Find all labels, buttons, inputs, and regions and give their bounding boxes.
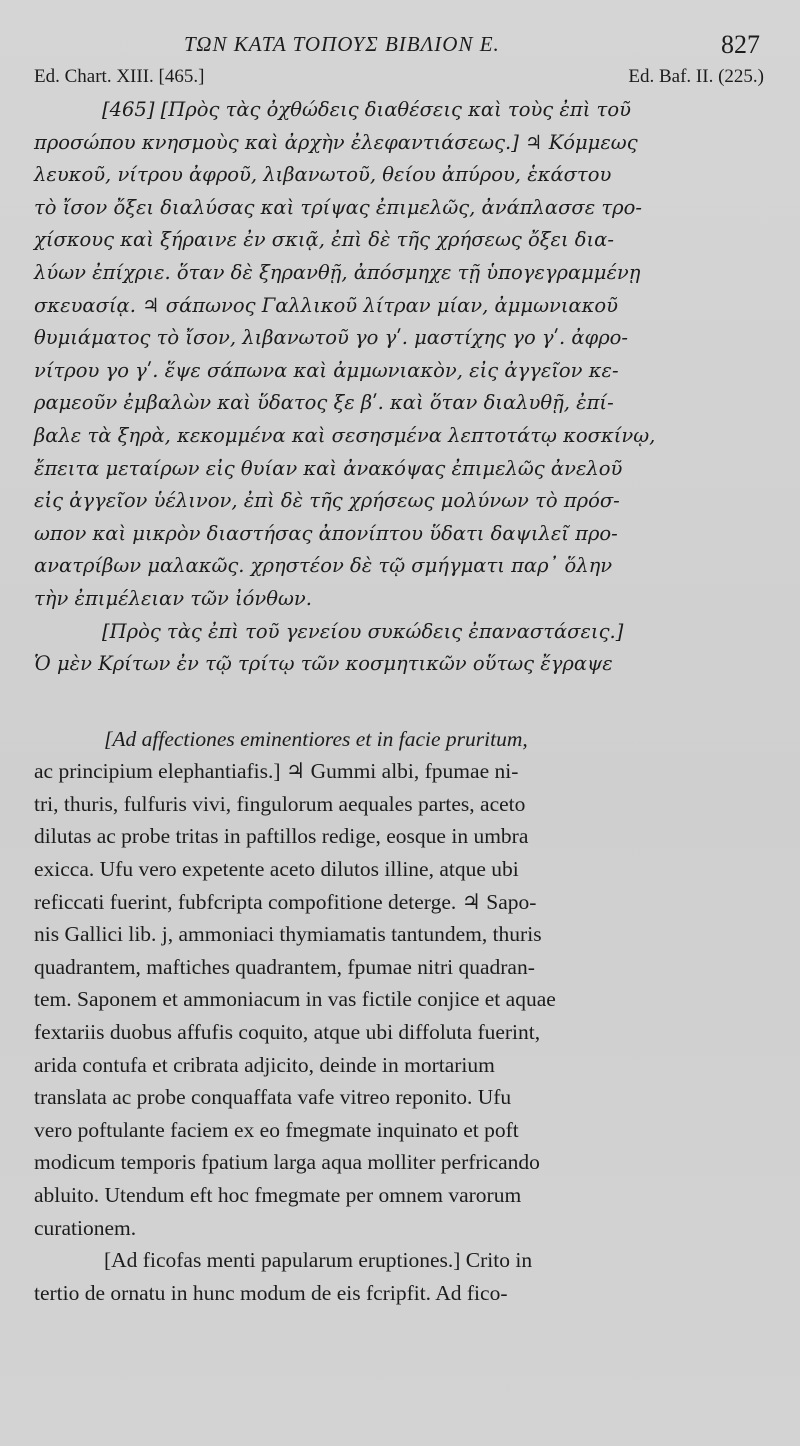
latin-line: reficcati fuerint, fubfcripta compofitione deterge. ♃ Sapo- (34, 889, 537, 914)
greek-line: τὸ ἴσον ὄξει διαλύσας καὶ τρίψας ἐπιμελῶς, ἀνάπλασσε τρο- (34, 195, 642, 219)
latin-line: nis Gallici lib. j, ammoniaci thymiamatis tantundem, thuris (34, 922, 542, 947)
latin-line: tem. Saponem et ammoniacum in vas fictile conjice et aquae (34, 987, 556, 1012)
latin-line: arida contufa et cribrata adjicito, deinde in mortarium (34, 1052, 495, 1077)
latin-line: [Ad affectiones eminentiores et in facie pruritum, (104, 726, 528, 751)
greek-line: ανατρίβων μαλακῶς. χρηστέον δὲ τῷ σμήγματι παρ᾽ ὅλην (34, 554, 613, 578)
latin-line: tri, thuris, fulfuris vivi, fingulorum aequales partes, aceto (34, 791, 526, 816)
latin-line: [Ad ficofas menti papularum eruptiones.] Crito in (104, 1248, 533, 1273)
edition-right: Ed. Baf. II. (225.) (628, 66, 764, 87)
greek-line: λευκοῦ, νίτρου ἀφροῦ, λιβανωτοῦ, θείου ἀπύρου, ἑκάστου (34, 163, 612, 187)
greek-text-block (34, 94, 764, 681)
latin-line: ac principium elephantiafis.] ♃ Gummi albi, fpumae ni- (34, 759, 519, 784)
edition-references (34, 66, 764, 94)
latin-line: translata ac probe conquaffata vafe vitreo reponito. Ufu (34, 1085, 512, 1110)
latin-line: abluito. Utendum eft hoc fmegmate per omnem varorum (34, 1183, 522, 1207)
latin-line: dilutas ac probe tritas in paftillos redige, eosque in umbra (34, 824, 529, 849)
greek-line: λύων ἐπίχριε. ὅταν δὲ ξηρανθῇ, ἀπόσμηχε τῇ ὑπογεγραμμένῃ (34, 260, 641, 284)
greek-line: τὴν ἐπιμέλειαν τῶν ἰόνθων. (34, 586, 312, 610)
running-head (34, 28, 764, 62)
edition-left: Ed. Chart. XIII. [465.] (34, 66, 205, 87)
greek-line: ραμεοῦν ἐμβαλὼν καὶ ὕδατος ξε βʹ. καὶ ὅταν διαλυθῇ, ἐπί- (34, 391, 614, 415)
greek-line: σκευασίᾳ. ♃ σάπωνος Γαλλικοῦ λίτραν μίαν, ἀμμωνιακοῦ (34, 293, 619, 317)
greek-line: νίτρου γο γʹ. ἕψε σάπωνα καὶ ἀμμωνιακὸν, εἰς ἀγγεῖον κε- (34, 358, 619, 382)
latin-line: fextariis duobus affufis coquito, atque ubi diffoluta fuerint, (34, 1020, 541, 1045)
greek-line: βαλε τὰ ξηρὰ, κεκομμένα καὶ σεσησμένα λεπτοτάτῳ κοσκίνῳ, (34, 423, 656, 447)
greek-line: χίσκους καὶ ξήραινε ἐν σκιᾷ, ἐπὶ δὲ τῆς χρήσεως ὄξει δια- (34, 228, 614, 252)
greek-line: Ὁ μὲν Κρίτων ἐν τῷ τρίτῳ τῶν κοσμητικῶν οὕτως ἔγραψε (34, 652, 613, 676)
latin-line: curationem. (34, 1215, 137, 1240)
latin-line: quadrantem, maftiches quadrantem, fpumae nitri quadran- (34, 954, 535, 979)
greek-line: ωπον καὶ μικρὸν διαστήσας ἀπονίπτου ὕδατι δαψιλεῖ προ- (34, 521, 618, 545)
latin-line: vero poftulante faciem ex eo fmegmate inquinato et poft (34, 1117, 519, 1142)
latin-line: exicca. Ufu vero expetente aceto dilutos illine, atque ubi (34, 857, 519, 882)
latin-line: modicum temporis fpatium larga aqua molliter perfricando (34, 1150, 540, 1175)
greek-line: προσώπου κνησμοὺς καὶ ἀρχὴν ἐλεφαντιάσεως.] ♃ Κόμμεως (34, 130, 638, 154)
greek-line: θυμιάματος τὸ ἴσον, λιβανωτοῦ γο γʹ. μαστίχης γο γʹ. ἀφρο- (34, 326, 628, 350)
latin-line: tertio de ornatu in hunc modum de eis fcripfit. Ad fico- (34, 1280, 508, 1305)
greek-line: εἰς ἀγγεῖον ὑέλινον, ἐπὶ δὲ τῆς χρήσεως μολύνων τὸ πρόσ- (34, 489, 620, 513)
greek-line: [Πρὸς τὰς ἐπὶ τοῦ γενείου συκώδεις ἐπαναστάσεις.] (102, 619, 624, 643)
greek-line: [465] [Πρὸς τὰς ὀχθώδεις διαθέσεις καὶ τοὺς ἐπὶ τοῦ (102, 98, 631, 121)
greek-line: ἔπειτα μεταίρων εἰς θυίαν καὶ ἀνακόψας ἐπιμελῶς ἀνελοῦ (34, 456, 623, 480)
latin-text-block (34, 723, 764, 1310)
section-gap (34, 681, 764, 723)
page-number: 827 (721, 30, 760, 59)
running-title: ΤΩΝ ΚΑΤΑ ΤΟΠΟΥΣ ΒΙΒΛΙΟΝ Ε. (184, 32, 500, 56)
